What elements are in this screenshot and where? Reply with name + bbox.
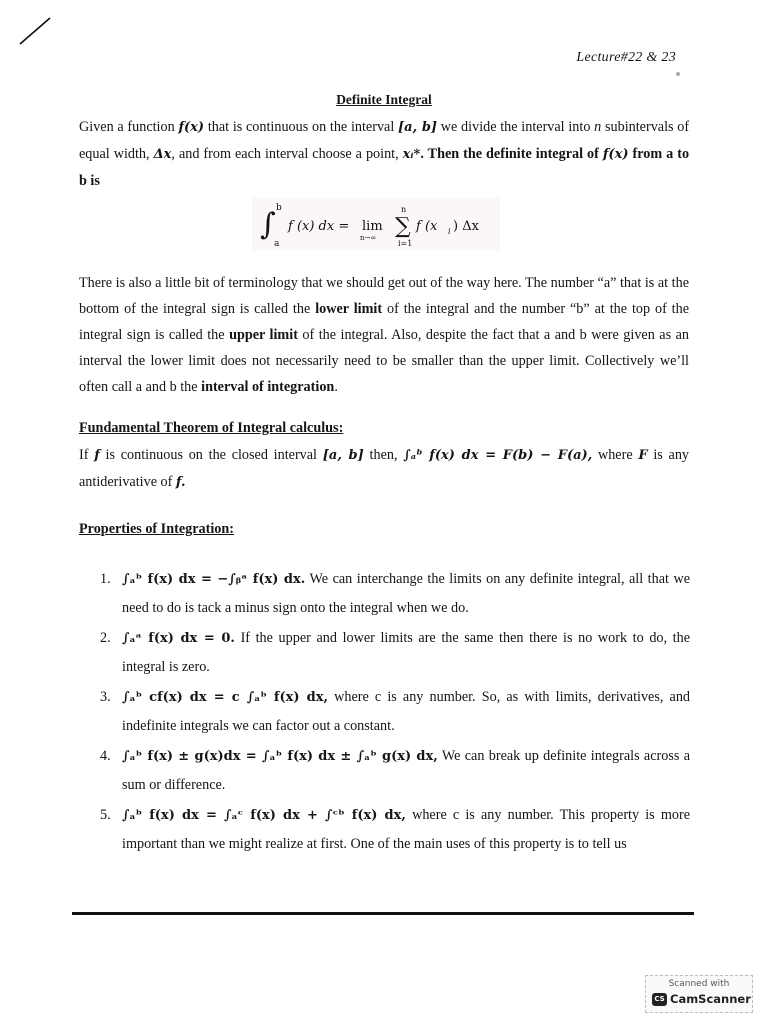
properties-heading: Properties of Integration: (79, 521, 234, 537)
svg-text:) Δx: ) Δx (453, 219, 479, 234)
scan-speck (676, 72, 680, 76)
page-title: Definite Integral (336, 92, 432, 107)
pen-stroke-mark (18, 14, 52, 48)
watermark-caption: Scanned with (668, 979, 730, 989)
terminology-paragraph: There is also a little bit of terminology that we should get out of the way here. The number “a” that is at the bottom of the integral sign is called the lower limit of the integral and the number “b” at the top of the integral sign is called the upper limit of the integral. Also, despite the fact that a and b were given as an interval the lower limit does not necessarily need to be smaller than the upper limit. Collectively we’ll often call a and b the interval of integration. (79, 275, 690, 395)
camscanner-logo-icon: CS (652, 993, 667, 1006)
property-item: 1. ∫ₐᵇ f(x) dx = −∫ᵦᵃ f(x) dx. We can interchange the limits on any definite integral, all that we need to do is tack a minus sign onto the integral when we do. (100, 571, 690, 616)
intro-paragraph: Given a function f(x) that is continuous on the interval [a, b] we divide the interval into n subintervals of equal width, Δx, and from each interval choose a point, xᵢ*. Then the definite integral of f(x) from a to b is (79, 119, 690, 189)
svg-text:i: i (448, 227, 451, 236)
properties-list (100, 565, 690, 860)
svg-text:a: a (274, 239, 280, 249)
svg-text:f (x: f (x (416, 219, 438, 234)
svg-text:n: n (401, 205, 407, 214)
property-item: 4. ∫ₐᵇ f(x) ± g(x)dx = ∫ₐᵇ f(x) dx ± ∫ₐᵇ g(x) dx, We can break up definite integrals across a sum or difference. (100, 748, 691, 793)
camscanner-watermark (645, 975, 753, 1013)
svg-text:lim: lim (362, 219, 383, 234)
lecture-number: Lecture#22 & 23 (576, 50, 676, 65)
svg-text:∫: ∫ (260, 207, 276, 242)
ftc-heading: Fundamental Theorem of Integral calculus: (79, 420, 344, 436)
svg-text:f (x) dx =: f (x) dx = (288, 219, 350, 234)
property-item: 3. ∫ₐᵇ cf(x) dx = c ∫ₐᵇ f(x) dx, where c is any number. So, as with limits, derivatives, and indefinite integrals we can factor out a constant. (100, 689, 691, 734)
svg-text:i=1: i=1 (398, 239, 413, 248)
property-item: 5. ∫ₐᵇ f(x) dx = ∫ₐᶜ f(x) dx + ∫ᶜᵇ f(x) dx, where c is any number. This property is more important than we might realize at first. One of the main uses of this property is to tell us (100, 807, 691, 852)
svg-text:b: b (276, 203, 282, 213)
svg-text:n→∞: n→∞ (360, 234, 377, 242)
watermark-brand: CamScanner (670, 992, 751, 1006)
svg-text:∑: ∑ (395, 214, 411, 239)
property-item: 2. ∫ₐᵃ f(x) dx = 0. If the upper and lower limits are the same then there is no work to do, the integral is zero. (100, 630, 690, 675)
ftc-paragraph: If f is continuous on the closed interval [a, b] then, ∫ₐᵇ f(x) dx = F(b) − F(a), where F is any antiderivative of f. (79, 447, 690, 490)
definite-integral-formula (252, 198, 500, 250)
footer-rule (72, 912, 694, 915)
